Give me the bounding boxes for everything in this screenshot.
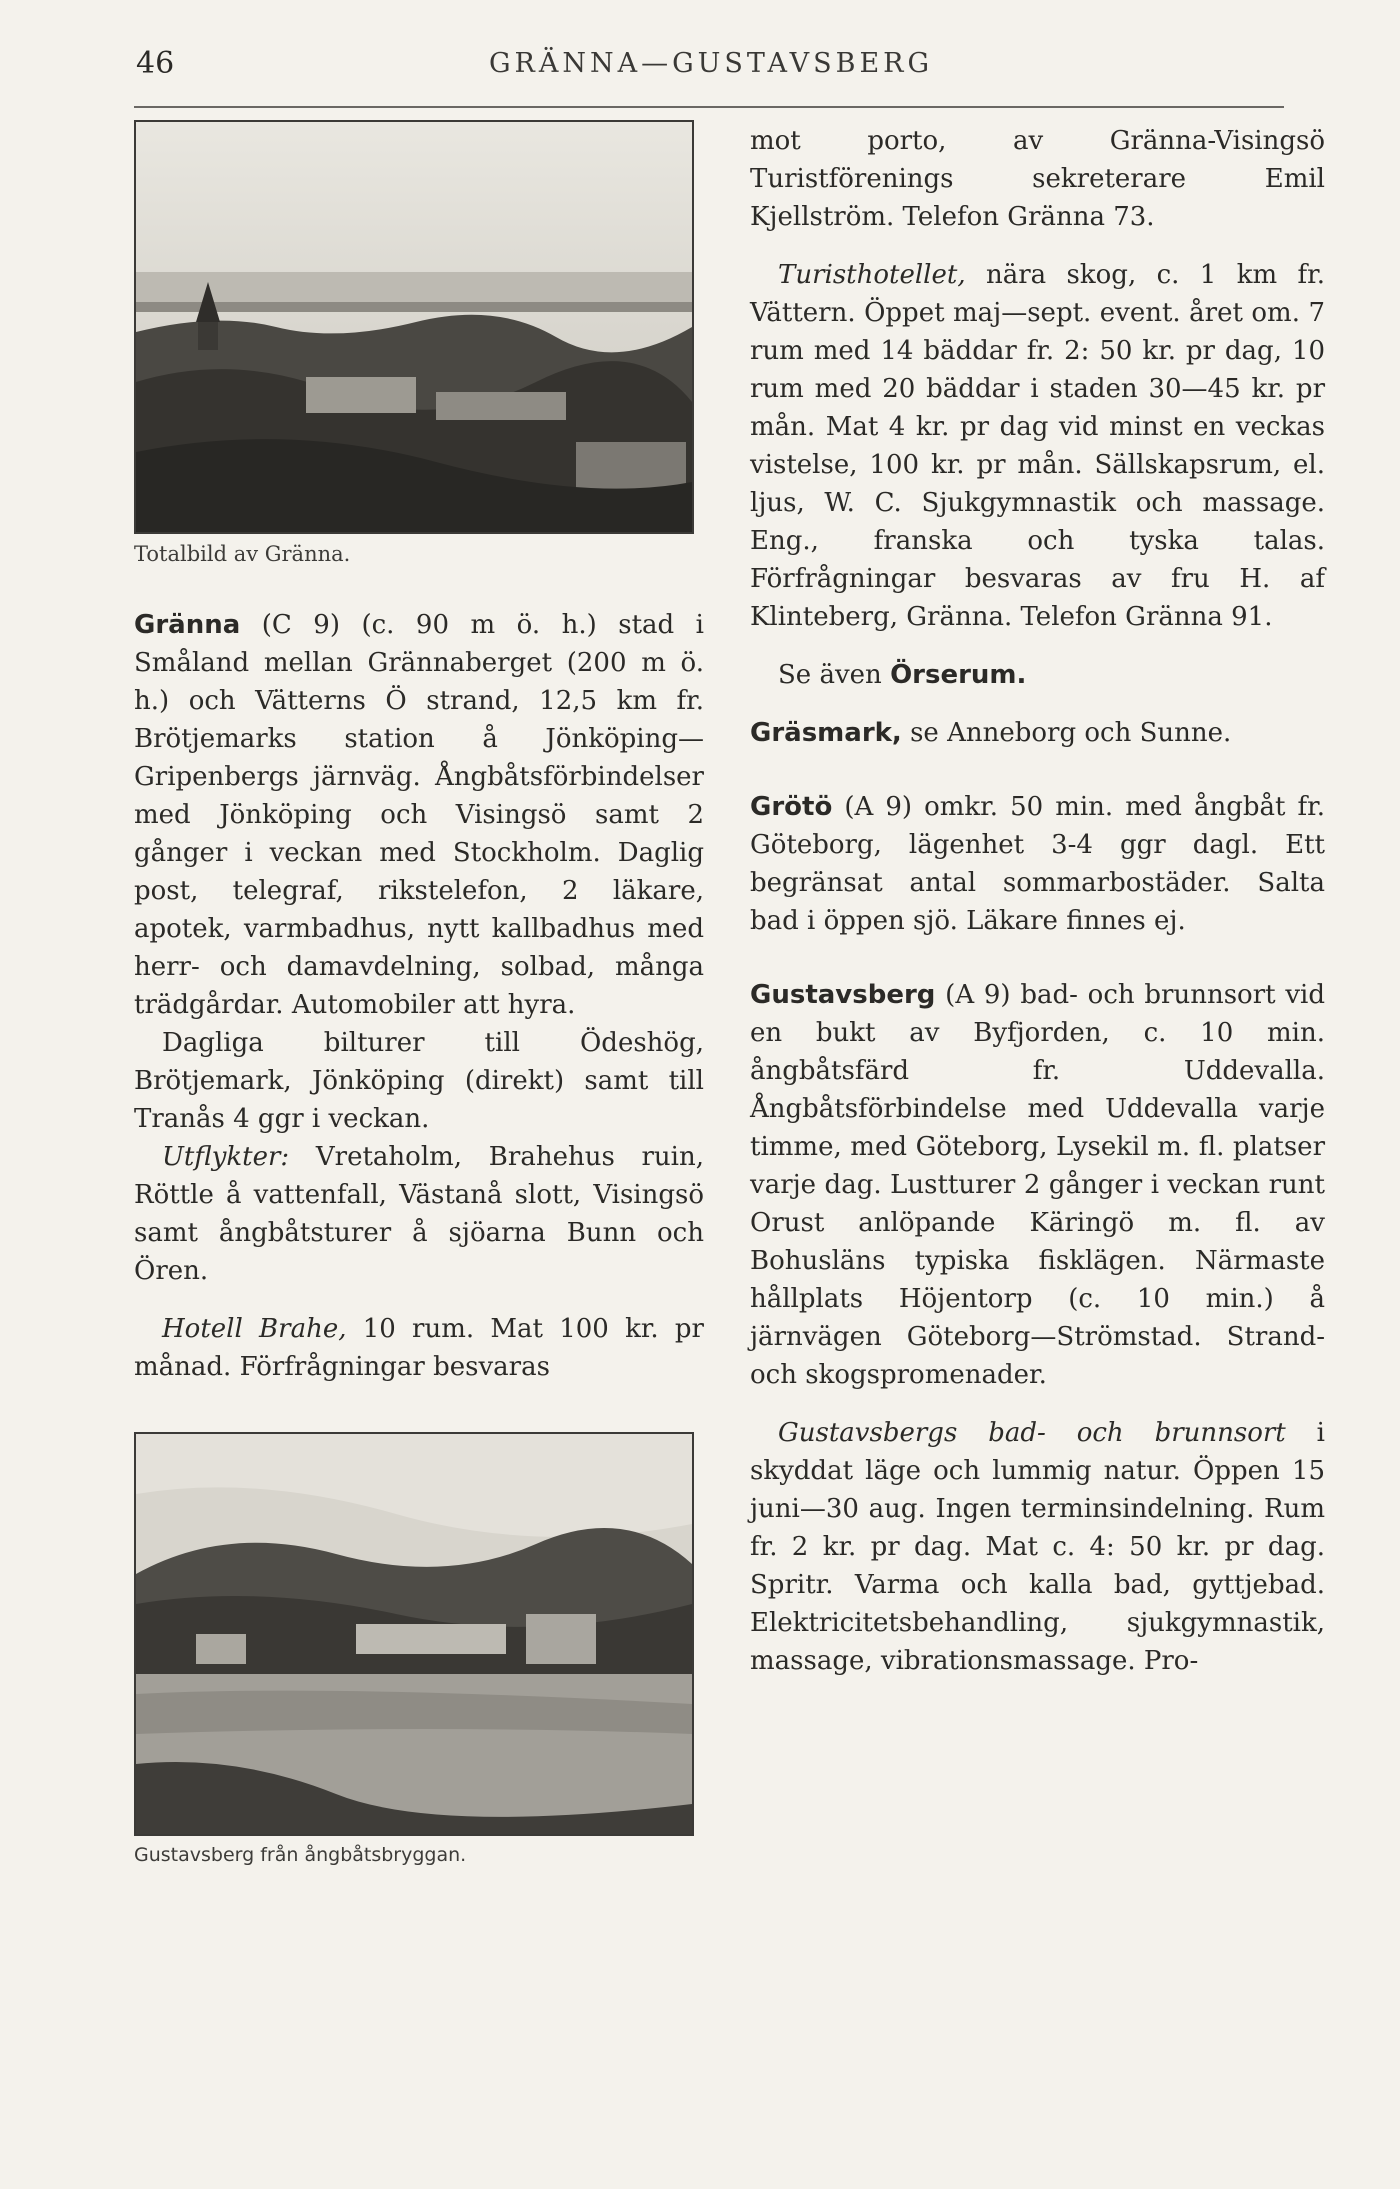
- continuation-text: mot porto, av Gränna-Visingsö Turistförenings sekreterare Emil Kjellström. Telefon Gränna 73.: [750, 126, 1325, 232]
- entry-granna: [134, 606, 704, 1024]
- se-aven-text: Se även: [778, 660, 891, 690]
- running-title: GRÄNNA—GUSTAVSBERG: [488, 48, 934, 79]
- entry-title-granna: Gränna: [134, 610, 241, 640]
- left-column: [134, 120, 704, 1866]
- page-number: 46: [136, 46, 175, 81]
- groto-text: (A 9) omkr. 50 min. med ångbåt fr. Göteborg, lägenhet 3-4 ggr dagl. Ett begränsat antal sommarbostäder. Salta bad i öppen sjö. Läkare finnes ej.: [750, 792, 1325, 936]
- turisthotellet-entry: [750, 256, 1325, 636]
- hotell-text: 10 rum. Mat 100 kr. pr månad. Förfrågningar besvaras: [134, 1314, 704, 1382]
- granna-hotell: [134, 1310, 704, 1386]
- right-column: [750, 122, 1325, 1680]
- entry-title-groto: Grötö: [750, 792, 833, 822]
- utflykter-label: Utflykter:: [162, 1142, 290, 1172]
- hotell-label: Hotell Brahe,: [162, 1314, 347, 1344]
- gustavsberg-text: (A 9) bad- och brunnsort vid en bukt av Byfjorden, c. 10 min. ångbåtsfärd fr. Uddevalla. Ångbåtsförbindelse med Uddevalla varje timme, med Göteborg, Lysekil m. fl. platser varje dag. Lustturer 2 gånger i veckan runt Orust anlöpande Käringö m. fl. av Bohusläns typiska fisklägen. Närmaste hållplats Höjentorp (c. 10 min.) å järnvägen Göteborg—Strömstad. Strand- och skogspromenader.: [750, 980, 1325, 1390]
- grasmark-text: se Anneborg och Sunne.: [901, 718, 1232, 748]
- header-rule: [134, 106, 1284, 108]
- brunnsort-label: Gustavsbergs bad- och brunnsort: [778, 1418, 1286, 1448]
- entry-gustavsberg: [750, 976, 1325, 1394]
- se-aven-line: [750, 656, 1325, 694]
- entry-title-gustavsberg: Gustavsberg: [750, 980, 936, 1010]
- turisthotellet-label: Turisthotellet,: [778, 260, 966, 290]
- page-header: [136, 46, 1286, 86]
- entry-grasmark: [750, 714, 1325, 752]
- granna-bilturer: Dagliga bilturer till Ödeshög, Brötjemark, Jönköping (direkt) samt till Tranås 4 ggr i veckan.: [134, 1028, 704, 1134]
- turisthotellet-text: nära skog, c. 1 km fr. Vättern. Öppet maj—sept. event. året om. 7 rum med 14 bäddar fr. 2: 50 kr. pr dag, 10 rum med 20 bäddar i staden 30—45 kr. pr mån. Mat 4 kr. pr dag vid minst en veckas vistelse, 100 kr. pr mån. Sällskapsrum, el. ljus, W. C. Sjukgymnastik och massage. Eng., franska och tyska talas. Förfrågningar besvaras av fru H. af Klinteberg, Gränna. Telefon Gränna 91.: [750, 260, 1325, 632]
- entry-groto: [750, 788, 1325, 940]
- granna-text1: (C 9) (c. 90 m ö. h.) stad i Småland mellan Grännaberget (200 m ö. h.) och Vätterns Ö strand, 12,5 km fr. Brötjemarks station å Jönköping—Gripenbergs järnväg. Ångbåtsförbindelser med Jönköping och Visingsö samt 2 gånger i veckan med Stockholm. Daglig post, telegraf, rikstelefon, 2 läkare, apotek, varmbadhus, nytt kallbadhus med herr- och damavdelning, solbad, många trädgårdar. Automobiler att hyra.: [134, 610, 704, 1020]
- granna-utflykter: [134, 1138, 704, 1290]
- brunnsort-text: i skyddat läge och lummig natur. Öppen 15 juni—30 aug. Ingen terminsindelning. Rum fr. 2 kr. pr dag. Mat c. 4: 50 kr. pr dag. Spritr. Varma och kalla bad, gyttjebad. Elektricitetsbehandling, sjukgymnastik, massage, vibrationsmassage. Pro-: [750, 1418, 1325, 1676]
- gustavsberg-brunnsort: [750, 1414, 1325, 1680]
- utflykter-text: Vretaholm, Brahehus ruin, Röttle å vattenfall, Västanå slott, Visingsö samt ångbåtsturer å sjöarna Bunn och Ören.: [134, 1142, 704, 1286]
- photo-granna-overview: [134, 120, 694, 534]
- entry-title-grasmark: Gräsmark,: [750, 718, 902, 748]
- photo-gustavsberg: [134, 1432, 694, 1836]
- orserum-link: Örserum.: [890, 660, 1027, 690]
- photo2-caption: Gustavsberg från ångbåtsbryggan.: [134, 1844, 467, 1866]
- photo1-caption: Totalbild av Gränna.: [134, 542, 351, 566]
